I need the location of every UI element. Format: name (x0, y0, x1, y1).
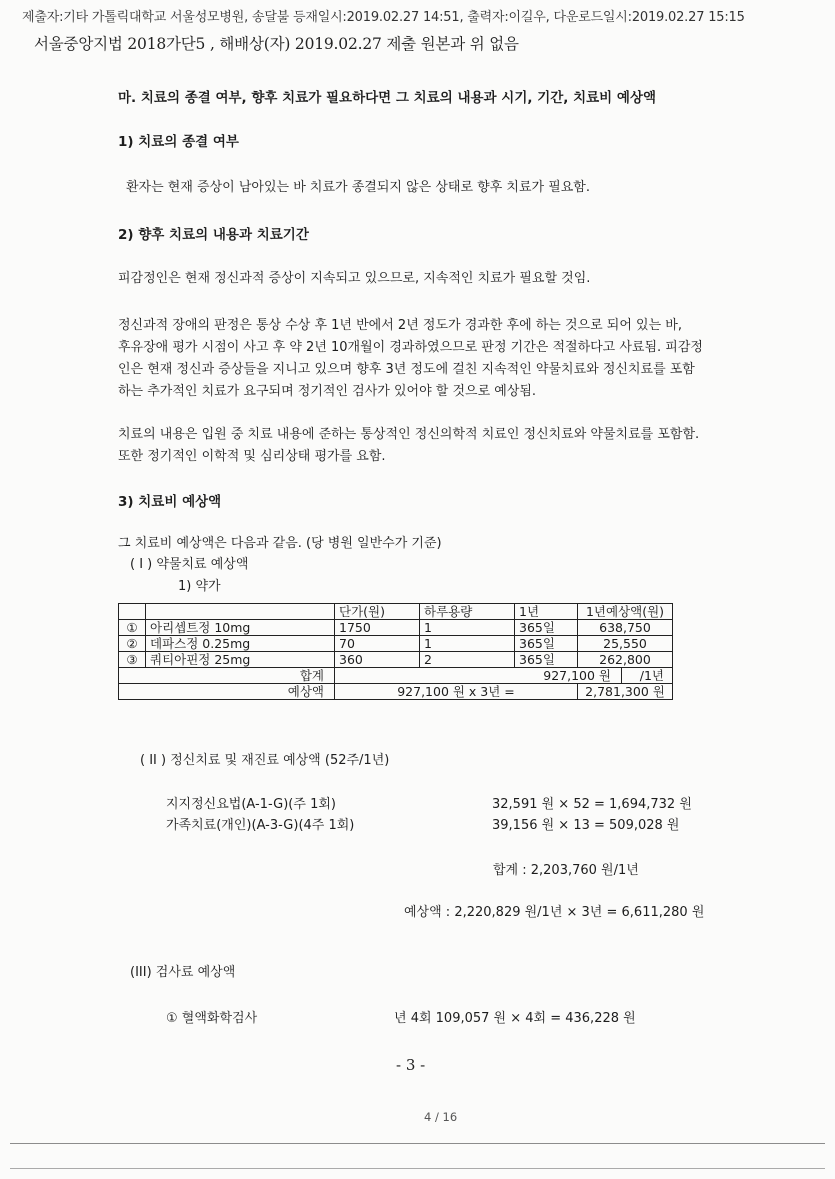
psychotherapy-subheading: ( II ) 정신치료 및 재진료 예상액 (52주/1년) (140, 753, 390, 768)
table-header-cell: 단가(원) (335, 604, 420, 620)
main-heading: 마. 치료의 종결 여부, 향후 치료가 필요하다면 그 치료의 내용과 시기, 기간, 치료비 예상액 (118, 90, 657, 106)
section-3-heading: 3) 치료비 예상액 (118, 494, 222, 510)
table-cell: 1750 (335, 620, 420, 636)
psychotherapy-expected: 예상액 : 2,220,829 원/1년 × 3년 = 6,611,280 원 (404, 905, 705, 920)
section-2-paragraph-2 (118, 315, 703, 403)
page-divider (10, 1168, 825, 1169)
sum-value: 927,100 원 (543, 668, 612, 683)
table-cell: 2 (420, 652, 515, 668)
table-cell: ③ (119, 652, 146, 668)
table-cell (146, 604, 335, 620)
sum-unit: /1년 (621, 668, 664, 683)
exam-item-calc: 년 4회 109,057 원 × 4회 = 436,228 원 (394, 1011, 636, 1026)
cost-intro: 그 치료비 예상액은 다음과 같음. (당 병원 일반수가 기준) (118, 536, 442, 551)
exam-item-label: ① 혈액화학검사 (166, 1011, 258, 1026)
para-line: 치료의 내용은 입원 중 치료 내용에 준하는 통상적인 정신의학적 치료인 정신치료와 약물치료를 포함함. (118, 427, 700, 442)
table-cell: 쿼티아핀정 25mg (146, 652, 335, 668)
table-cell: 365일 (515, 636, 578, 652)
para-line: 인은 현재 정신과 증상들을 지니고 있으며 향후 3년 정도에 걸친 지속적인 약물치료와 정신치료를 포함 (118, 362, 695, 377)
expected-label-cell: 예상액 (119, 684, 335, 700)
table-cell: ② (119, 636, 146, 652)
table-row (119, 636, 673, 652)
page-divider (10, 1143, 825, 1144)
table-header-cell: 1년 (515, 604, 578, 620)
case-info-line: 서울중앙지법 2018가단5 , 해배상(자) 2019.02.27 제출 원본과 위 없음 (34, 35, 519, 53)
sum-label-cell: 합계 (119, 668, 335, 684)
psychotherapy-item-2-label: 가족치료(개인)(A-3-G)(4주 1회) (166, 818, 355, 833)
psychotherapy-sum: 합계 : 2,203,760 원/1년 (493, 863, 639, 878)
psychotherapy-item-1-label: 지지정신요법(A-1-G)(주 1회) (166, 797, 336, 812)
table-cell: 262,800 (578, 652, 673, 668)
para-line: 하는 추가적인 치료가 요구되며 정기적인 검사가 있어야 할 것으로 예상됨. (118, 384, 537, 399)
table-header-cell: 하루용량 (420, 604, 515, 620)
page-number: - 3 - (396, 1056, 426, 1074)
table-cell: 1 (420, 620, 515, 636)
table-row (119, 652, 673, 668)
drug-cost-subheading: ( I ) 약물치료 예상액 (130, 557, 249, 572)
psychotherapy-item-2-calc: 39,156 원 × 13 = 509,028 원 (492, 818, 680, 833)
table-cell: 360 (335, 652, 420, 668)
para-line: 또한 정기적인 이학적 및 심리상태 평가를 요함. (118, 449, 386, 464)
table-sum-row (119, 668, 673, 684)
section-1-text: 환자는 현재 증상이 남아있는 바 치료가 종결되지 않은 상태로 향후 치료가 필요함. (126, 180, 591, 195)
table-cell: 아리셉트정 10mg (146, 620, 335, 636)
section-2-paragraph-1: 피감정인은 현재 정신과적 증상이 지속되고 있으므로, 지속적인 치료가 필요할 것임. (118, 271, 591, 286)
table-cell: 데파스정 0.25mg (146, 636, 335, 652)
table-cell: ① (119, 620, 146, 636)
section-2-heading: 2) 향후 치료의 내용과 치료기간 (118, 227, 309, 243)
submission-info-line: 제출자:기타 가톨릭대학교 서울성모병원, 송달불 등재일시:2019.02.27 14:51, 출력자:이길우, 다운로드일시:2019.02.27 15:15 (22, 10, 745, 25)
expected-calc-cell: 927,100 원 x 3년 = (335, 684, 578, 700)
drug-price-subheading: 1) 약가 (178, 579, 221, 594)
table-cell: 70 (335, 636, 420, 652)
exam-cost-subheading: (III) 검사료 예상액 (130, 965, 236, 980)
table-cell: 1 (420, 636, 515, 652)
sum-value-cell (335, 668, 673, 684)
table-cell: 638,750 (578, 620, 673, 636)
table-row (119, 620, 673, 636)
table-cell: 365일 (515, 652, 578, 668)
table-expected-row (119, 684, 673, 700)
section-1-heading: 1) 치료의 종결 여부 (118, 134, 239, 150)
psychotherapy-item-1-calc: 32,591 원 × 52 = 1,694,732 원 (492, 797, 692, 812)
table-cell: 365일 (515, 620, 578, 636)
table-cell (119, 604, 146, 620)
expected-total-cell: 2,781,300 원 (578, 684, 673, 700)
table-cell: 25,550 (578, 636, 673, 652)
para-line: 정신과적 장애의 판정은 통상 수상 후 1년 반에서 2년 정도가 경과한 후에 하는 것으로 되어 있는 바, (118, 318, 682, 333)
table-header-row (119, 604, 673, 620)
table-header-cell: 1년예상액(원) (578, 604, 673, 620)
page-of-total: 4 / 16 (424, 1110, 458, 1124)
section-2-paragraph-3 (118, 424, 699, 468)
drug-cost-table (118, 603, 673, 700)
para-line: 후유장애 평가 시점이 사고 후 약 2년 10개월이 경과하였으므로 판정 기간은 적절하다고 사료됨. 피감정 (118, 340, 703, 355)
